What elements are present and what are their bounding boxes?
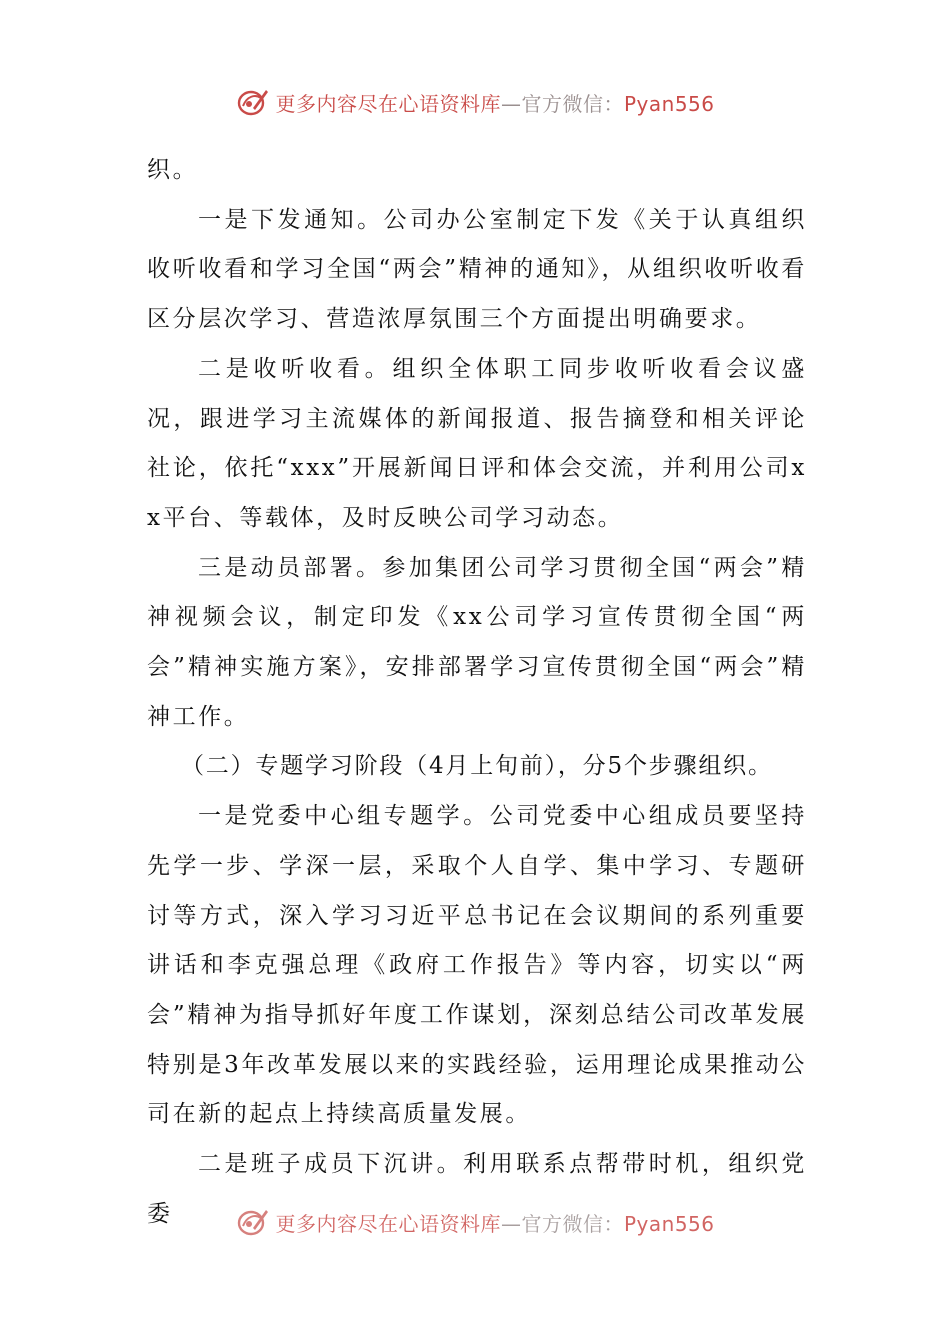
- banner-wechat-label: 官方微信：: [521, 91, 624, 116]
- paragraph-listen-watch: 二是收听收看。组织全体职工同步收听收看会议盛况，跟进学习主流媒体的新闻报道、报告摘登和相关评论社论，依托“xxx”开展新闻日评和体会交流，并利用公司xx平台、等载体，及时反映公司学习动态。: [147, 355, 807, 531]
- footer-banner-wechat-id: Pyan556: [623, 1211, 715, 1236]
- footer-banner-text: [275, 1208, 714, 1237]
- banner-dash: —: [500, 91, 522, 116]
- red-pen-swirl-logo-icon: [235, 84, 271, 120]
- red-pen-swirl-logo-icon: [235, 1204, 271, 1240]
- footer-banner-wechat-label: 官方微信：: [521, 1211, 624, 1236]
- banner-main-text: 更多内容尽在心语资料库: [275, 91, 501, 116]
- header-watermark-banner: [0, 82, 950, 122]
- banner-text: [275, 88, 714, 117]
- paragraph-issue-notice: 一是下发通知。公司办公室制定下发《关于认真组织收听收看和学习全国“两会”精神的通知》，从组织收听收看区分层次学习、营造浓厚氛围三个方面提出明确要求。: [147, 206, 807, 333]
- footer-banner-main-text: 更多内容尽在心语资料库: [275, 1211, 501, 1236]
- document-body: [147, 146, 807, 1239]
- section-subheading: （二）专题学习阶段（4月上旬前），分5个步骤组织。: [181, 753, 773, 780]
- paragraph-mobilize-deploy: 三是动员部署。参加集团公司学习贯彻全国“两会”精神视频会议，制定印发《xx公司学习宣传贯彻全国“两会”精神实施方案》，安排部署学习宣传贯彻全国“两会”精神工作。: [147, 554, 807, 730]
- footer-watermark-banner: [0, 1202, 950, 1242]
- paragraph-leaders-lecture: 二是班子成员下沉讲。利用联系点帮带时机，组织党委: [147, 1151, 807, 1227]
- footer-banner-dash: —: [500, 1211, 522, 1236]
- banner-wechat-id: Pyan556: [623, 91, 715, 116]
- paragraph-party-committee-study: 一是党委中心组专题学。公司党委中心组成员要坚持先学一步、学深一层，采取个人自学、集中学习、专题研讨等方式，深入学习习近平总书记在会议期间的系列重要讲话和李克强总理《政府工作报告》等内容，切实以“两会”精神为指导抓好年度工作谋划，深刻总结公司改革发展特别是3年改革发展以来的实践经验，运用理论成果推动公司在新的起点上持续高质量发展。: [147, 803, 807, 1128]
- paragraph-continuation: 织。: [147, 157, 199, 183]
